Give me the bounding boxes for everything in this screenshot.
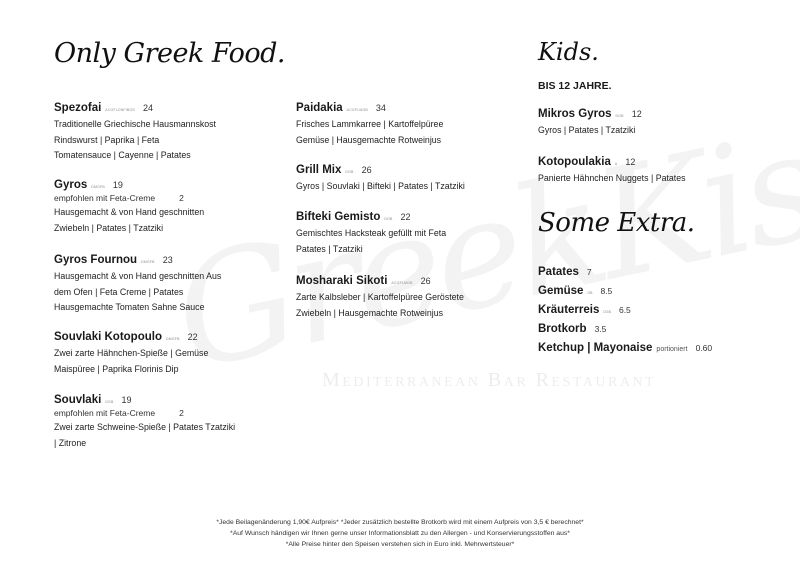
item-description: Traditionelle Griechische Hausmannskost Rindswurst | Paprika | Feta Tomatensauce | Cayenne | Patates xyxy=(54,119,216,160)
extra-name: Kräuterreis xyxy=(538,304,600,316)
allergen-code: DGB xyxy=(345,170,354,174)
allergen-code: DMGFB xyxy=(165,337,180,341)
allergen-code: DGB xyxy=(603,310,611,314)
allergen-code: ACGFLMGB xyxy=(391,281,413,285)
extra-item-brotkorb xyxy=(538,323,606,335)
item-description: Gyros | Souvlaki | Bifteki | Patates | Tzatziki xyxy=(296,181,465,191)
item-price: 22 xyxy=(187,332,198,342)
item-name: Spezofai xyxy=(54,102,102,114)
item-price: 23 xyxy=(162,255,173,265)
item-description: Hausgemacht & von Hand geschnitten Zwiebeln | Patates | Tzatziki xyxy=(54,207,205,233)
menu-item-souvlaki-kotopoulo xyxy=(54,331,279,377)
extra-name: Patates xyxy=(538,266,579,278)
item-price: 22 xyxy=(400,212,411,222)
item-description: Panierte Hähnchen Nuggets | Patates xyxy=(538,173,686,183)
extra-name: Ketchup | Mayonaise xyxy=(538,342,653,354)
item-description: Zarte Kalbsleber | Kartoffelpüree Geröstete Zwiebeln | Hausgemachte Rotweinjus xyxy=(296,292,464,318)
extra-price: 3.5 xyxy=(594,324,607,334)
footer-line: *Jede Beilagenänderung 1,90€ Aufpreis* *Jeder zusätzlich bestellte Brotkorb wird mit einem Aufpreis von 3,5 € berechnet* xyxy=(216,519,584,526)
extra-price: 6.5 xyxy=(618,305,631,315)
item-name: Grill Mix xyxy=(296,164,342,176)
item-price: 19 xyxy=(121,395,132,405)
item-description: Zwei zarte Schweine-Spieße | Patates Tzatziki | Zitrone xyxy=(54,422,236,448)
allergen-code: ACGFLMGB xyxy=(346,108,368,112)
allergen-code: DGB xyxy=(384,217,393,221)
extra-item-gemuese xyxy=(538,285,612,297)
menu-item-bifteki-gemisto xyxy=(296,211,521,257)
item-price: 19 xyxy=(112,180,123,190)
footer-line: *Auf Wunsch händigen wir Ihnen gerne unser Informationsblatt zu den Allergen - und Konservierungsstoffen aus* xyxy=(230,530,570,537)
menu-item-spezofai xyxy=(54,102,279,164)
item-description: Zwei zarte Hähnchen-Spieße | Gemüse Maispüree | Paprika Florinis Dip xyxy=(54,348,209,374)
item-addon: empfohlen mit Feta-Creme 2 xyxy=(54,408,184,418)
item-description: Gyros | Patates | Tzatziki xyxy=(538,125,636,135)
kids-age-note: BIS 12 JAHRE. xyxy=(538,80,612,92)
footer-line: *Alle Preise hinter den Speisen verstehen sich in Euro inkl. Mehrwertsteuer* xyxy=(285,541,515,548)
extra-item-patates xyxy=(538,266,592,278)
item-name: Paidakia xyxy=(296,102,343,114)
menu-item-mosharaki-sikoti xyxy=(296,275,526,321)
item-description: Frisches Lammkarree | Kartoffelpüree Gemüse | Hausgemachte Rotweinjus xyxy=(296,119,444,145)
allergen-code: GB xyxy=(587,291,593,295)
menu-item-paidakia xyxy=(296,102,521,148)
item-price: 34 xyxy=(375,103,386,113)
footer-notes xyxy=(0,517,800,550)
menu-item-kotopoulakia xyxy=(538,156,763,187)
section-heading-main: Only Greek Food. xyxy=(54,38,286,69)
allergen-code: DGB xyxy=(615,114,624,118)
section-heading-extra: Some Extra. xyxy=(538,208,695,238)
item-price: 12 xyxy=(625,157,636,167)
item-name: Souvlaki xyxy=(54,394,102,406)
extra-name: Gemüse xyxy=(538,285,584,297)
extra-note: portioniert xyxy=(656,346,688,353)
extra-price: 0.60 xyxy=(695,343,713,353)
item-description: Gemischtes Hacksteak gefüllt mit Feta Patates | Tzatziki xyxy=(296,228,447,254)
item-price: 12 xyxy=(631,109,642,119)
menu-item-souvlaki xyxy=(54,394,284,451)
menu-item-grill-mix xyxy=(296,164,521,195)
extra-item-ketchup-mayonaise xyxy=(538,342,712,354)
allergen-code: DMGFB xyxy=(91,185,105,189)
item-price: 26 xyxy=(361,165,372,175)
extra-name: Brotkorb xyxy=(538,323,587,335)
allergen-code: ACGFLDNFIBGS xyxy=(105,108,135,112)
logo-watermark-subtitle: Mediterranean Bar Restaurant xyxy=(322,369,657,391)
item-name: Mosharaki Sikoti xyxy=(296,275,388,287)
extra-price: 8.5 xyxy=(600,286,613,296)
item-name: Souvlaki Kotopoulo xyxy=(54,331,162,343)
extra-item-kraeuterreis xyxy=(538,304,631,316)
item-name: Gyros xyxy=(54,179,88,191)
allergen-code: DGB xyxy=(105,400,114,404)
section-heading-kids: Kids. xyxy=(538,38,599,66)
extra-price: 7 xyxy=(586,267,592,277)
item-price: 26 xyxy=(420,276,431,286)
allergen-code: DMGFB xyxy=(141,260,155,264)
menu-item-mikros-gyros xyxy=(538,108,763,139)
menu-item-gyros-fournou xyxy=(54,254,284,316)
item-name: Mikros Gyros xyxy=(538,108,612,120)
allergen-code: A xyxy=(614,162,618,166)
item-name: Bifteki Gemisto xyxy=(296,211,381,223)
item-price: 24 xyxy=(142,103,153,113)
item-name: Gyros Fournou xyxy=(54,254,138,266)
item-addon: empfohlen mit Feta-Creme 2 xyxy=(54,193,184,203)
item-name: Kotopoulakia xyxy=(538,156,611,168)
item-description: Hausgemacht & von Hand geschnitten Aus dem Ofen | Feta Creme | Patates Hausgemachte Tomaten Sahne Sauce xyxy=(54,271,222,312)
menu-item-gyros xyxy=(54,179,279,236)
